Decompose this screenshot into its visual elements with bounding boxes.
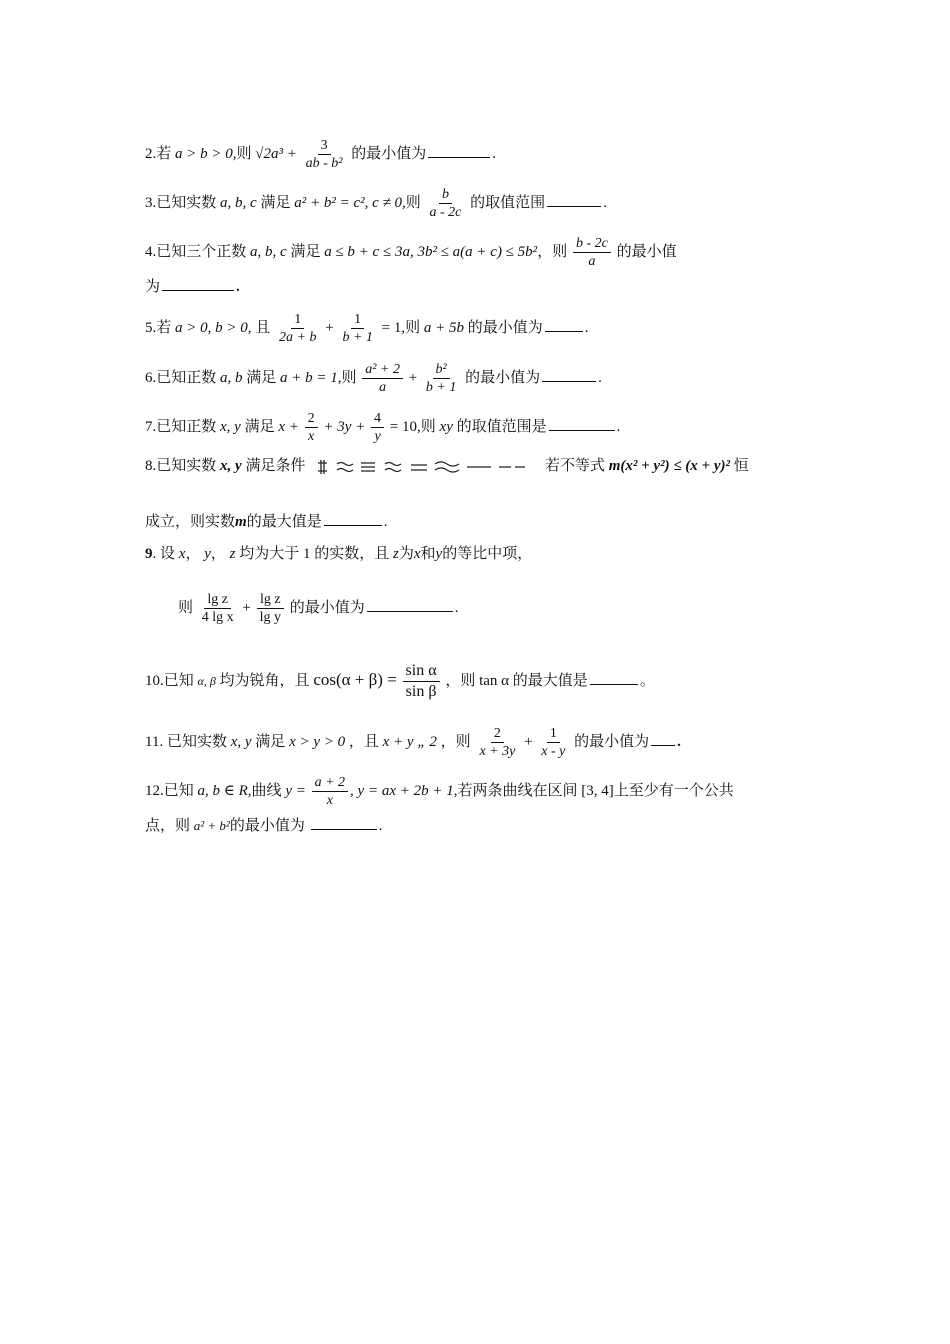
problem-number: 10.	[145, 672, 164, 689]
problem-6: 6.已知正数 a, b 满足 a + b = 1,则 $\frac{\text{a² + 2}}{a}$ + $\frac{\text{b²}}{b + 1}$ 的最小值为 .	[145, 362, 602, 395]
problem-number: 3.	[145, 194, 157, 211]
answer-blank	[162, 276, 234, 291]
problem-12: 12.已知 a, b ∈ R,曲线 y = $\frac{a + 2}{x}$ , y = ax + 2b + 1,若两条曲线在区间 [3, 4]上至少有一个公共	[145, 775, 734, 808]
fraction: $\frac{b - 2c}{a}$	[573, 235, 611, 270]
fraction: $\frac{2}{x}$	[305, 410, 318, 445]
answer-blank	[367, 597, 453, 612]
problem-number: 9	[145, 546, 153, 562]
fraction: $\frac{\text{a² + 2}}{a}$	[362, 361, 403, 396]
answer-blank	[651, 731, 675, 746]
problem-4-cont: 为 .	[145, 276, 815, 298]
fraction: $\frac{\text{lg z}}{\text{4 lg x}}$	[201, 592, 234, 625]
problem-5: 5.若 a > 0, b > 0, 且 $\frac{1}{2a + b}$ + $\frac{1}{b + 1}$ = 1,则 a + 5b 的最小值为 .	[145, 312, 589, 345]
answer-blank	[545, 317, 583, 332]
problem-2: 2.若 a > b > 0,则 √2a³ + $\frac{3}{\text{ab - b²}}$ 的最小值为 .	[145, 138, 497, 171]
garbled-constraint-image	[315, 459, 535, 475]
problem-8-cont: 成立，则实数m的最大值是 .	[145, 511, 815, 533]
problem-11: 11. 已知实数 x, y 满足 x > y > 0 ，且 x + y „ 2 ，则 $\frac{2}{x + 3y}$ + $\frac{1}{x - y}$ 的最小值为 .	[145, 726, 681, 759]
fraction: $\frac{b}{a - 2c}$	[429, 187, 462, 220]
answer-blank	[547, 192, 601, 207]
problem-10: 10.已知 α, β 均为锐角，且 cos(α + β) = $\frac{\text{sin α}}{\text{sin β}}$ ，则 tan α 的最大值是 。	[145, 662, 655, 700]
problem-number: 12.	[145, 782, 164, 799]
fraction: $\frac{1}{b + 1}$	[342, 312, 373, 345]
fraction: $\frac{1}{x - y}$	[541, 726, 566, 759]
problem-number: 7.	[145, 418, 157, 435]
problem-9-cont: 则 $\frac{\text{lg z}}{\text{4 lg x}}$ + $\frac{\text{lg z}}{\text{lg y}}$ 的最小值为 .	[178, 592, 459, 625]
problem-number: 6.	[145, 369, 157, 386]
fraction: $\frac{1}{2a + b}$	[279, 312, 317, 345]
fraction: $\frac{4}{y}$	[371, 410, 384, 445]
answer-blank	[311, 815, 377, 830]
problem-3: 3.已知实数 a, b, c 满足 a² + b² = c², c ≠ 0,则 $\frac{b}{a - 2c}$ 的取值范围 .	[145, 187, 607, 220]
fraction: $\frac{\text{sin α}}{\text{sin β}}$	[403, 661, 440, 702]
problem-4: 4.已知三个正数 a, b, c 满足 a ≤ b + c ≤ 3a, 3b² ≤ a(a + c) ≤ 5b²，则 $\frac{b - 2c}{a}$ 的最小值	[145, 236, 677, 269]
problem-9: 9. 设 x， y， z 均为大于 1 的实数，且 z为x和y的等比中项，	[145, 546, 533, 562]
fraction: $\frac{a + 2}{x}$	[312, 774, 348, 809]
problem-number: 11	[145, 733, 160, 750]
problem-number: 5.	[145, 319, 157, 336]
fraction: $\frac{\text{b²}}{b + 1}$	[425, 362, 457, 395]
problem-number: 8.	[145, 458, 157, 474]
answer-blank	[590, 670, 638, 685]
problem-number: 2.	[145, 145, 157, 162]
problem-12-cont: 点，则 a² + b²的最小值为 .	[145, 815, 815, 837]
problem-number: 4.	[145, 243, 157, 260]
answer-blank	[428, 143, 490, 158]
problem-8: 8.已知实数 x, y 满足条件 若不等式 m(x² + y²) ≤ (x + y)² 恒	[145, 458, 749, 474]
fraction: $\frac{2}{x + 3y}$	[479, 726, 516, 759]
answer-blank	[549, 416, 615, 431]
answer-blank	[542, 367, 596, 382]
fraction: $\frac{3}{\text{ab - b²}}$	[305, 138, 343, 171]
fraction: $\frac{\text{lg z}}{\text{lg y}}$	[257, 591, 284, 626]
answer-blank	[324, 511, 382, 526]
problem-7: 7.已知正数 x, y 满足 x + $\frac{2}{x}$ + 3y + $\frac{4}{y}$ = 10,则 xy 的取值范围是 .	[145, 411, 621, 444]
